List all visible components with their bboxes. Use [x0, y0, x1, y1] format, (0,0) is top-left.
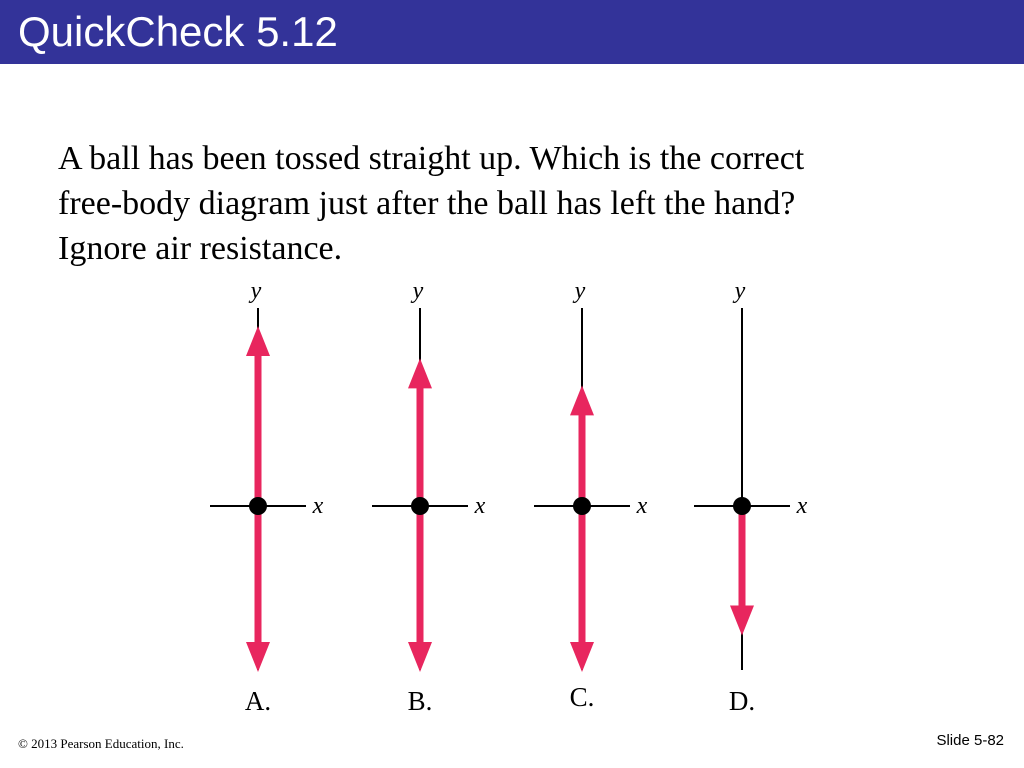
x-axis-label-c: x: [636, 493, 648, 519]
y-axis-label-b: y: [412, 278, 424, 304]
force-arrowhead-down-c: [570, 642, 594, 672]
particle-dot-b: [411, 497, 429, 515]
slide-number: Slide 5-82: [936, 732, 1004, 749]
y-axis-label-a: y: [250, 278, 262, 304]
question-line-2: free-body diagram just after the ball has left the hand?: [58, 185, 796, 222]
force-arrowhead-up-b: [408, 358, 432, 388]
particle-dot-d: [733, 497, 751, 515]
x-axis-label-a: x: [312, 493, 324, 519]
question-line-3: Ignore air resistance.: [58, 230, 343, 267]
copyright-notice: © 2013 Pearson Education, Inc.: [18, 736, 184, 751]
y-axis-label-d: y: [734, 278, 746, 304]
particle-dot-a: [249, 497, 267, 515]
x-axis-label-d: x: [796, 493, 808, 519]
slide-title: QuickCheck 5.12: [18, 8, 338, 55]
force-arrowhead-down-b: [408, 642, 432, 672]
option-label-d: D.: [728, 686, 756, 716]
x-axis-label-b: x: [474, 493, 486, 519]
y-axis-label-c: y: [574, 278, 586, 304]
question-line-1: A ball has been tossed straight up. Which is the correct: [58, 140, 805, 177]
force-arrowhead-up-a: [246, 326, 270, 356]
particle-dot-c: [573, 497, 591, 515]
option-label-b: B.: [407, 686, 433, 716]
option-label-c: C.: [569, 682, 595, 712]
force-arrowhead-up-c: [570, 385, 594, 415]
force-arrowhead-down-a: [246, 642, 270, 672]
option-label-a: A.: [244, 686, 272, 716]
force-arrowhead-down-d: [730, 605, 754, 635]
